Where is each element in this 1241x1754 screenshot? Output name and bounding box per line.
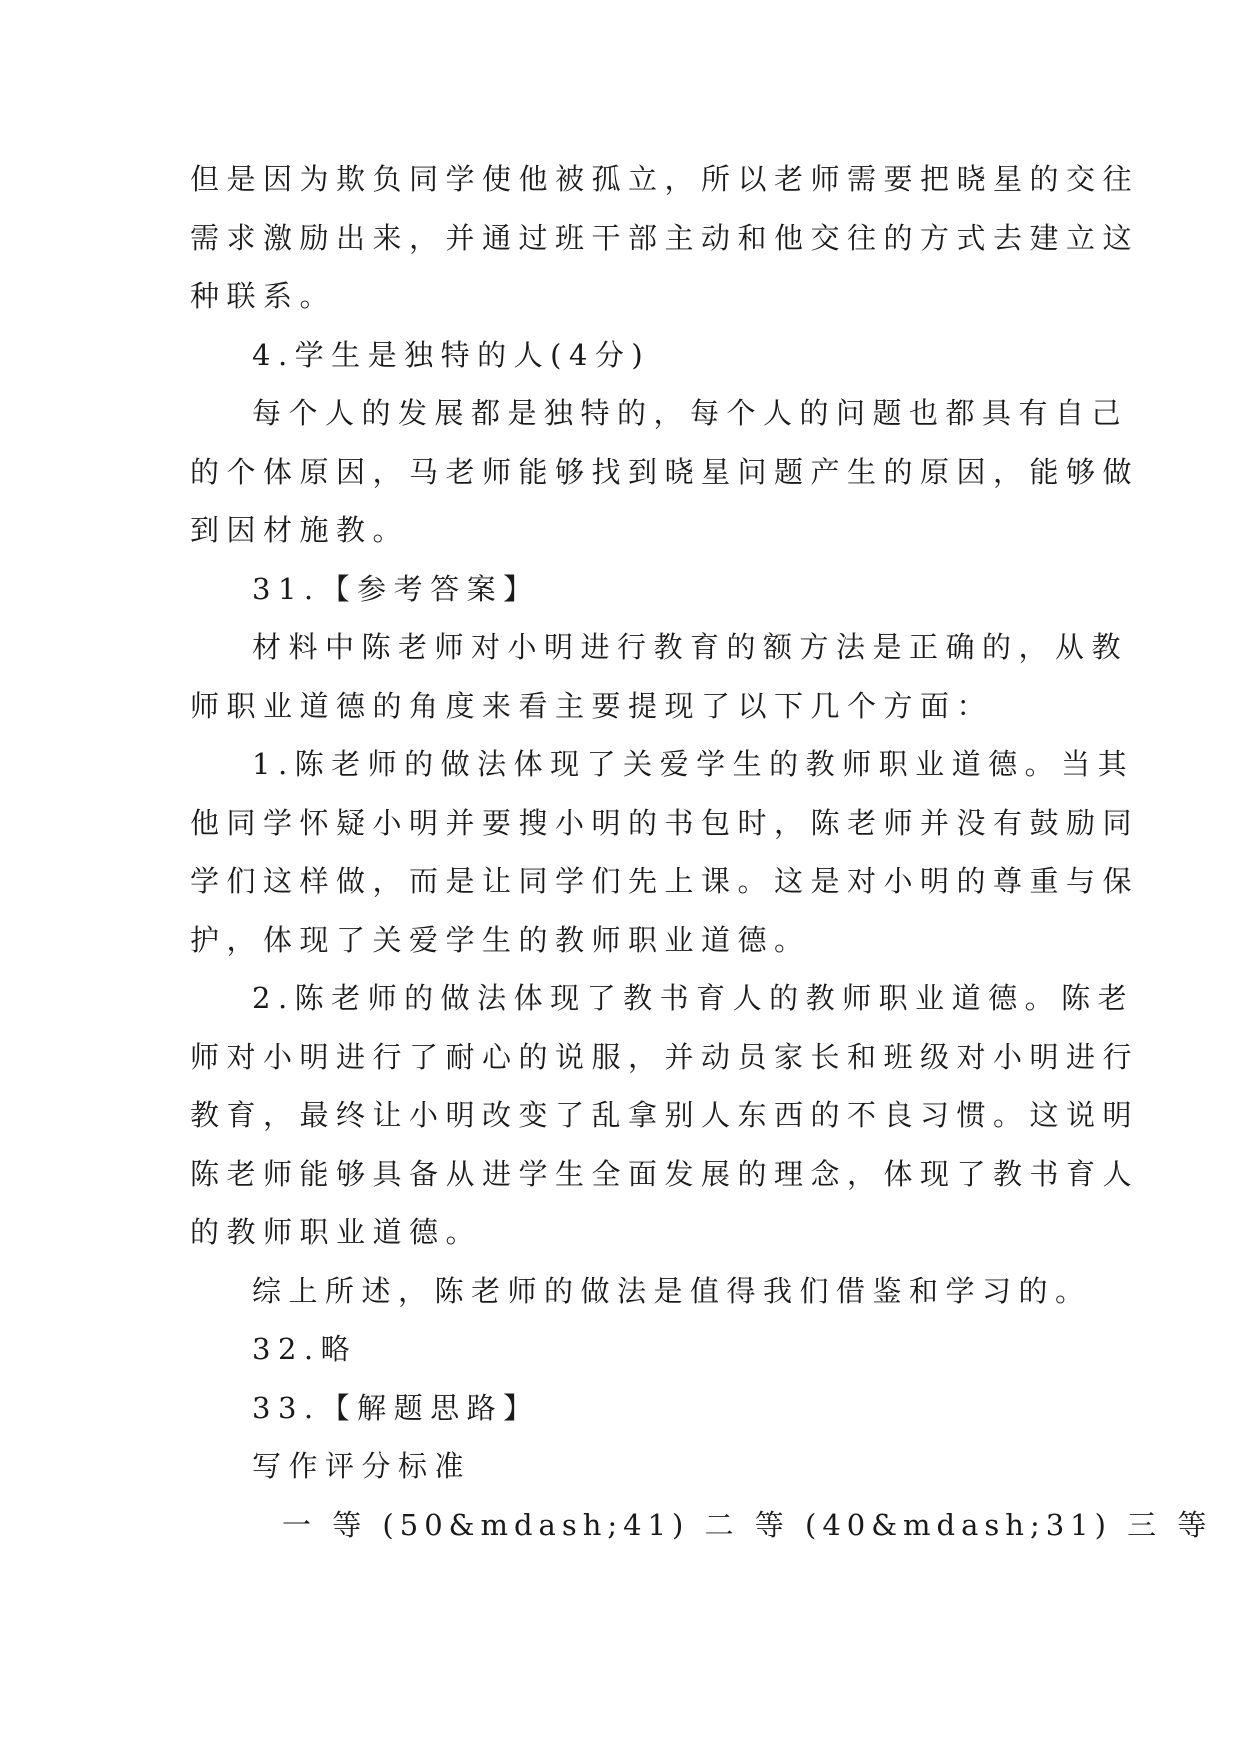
text-line: 需求激励出来，并通过班干部主动和他交往的方式去建立这 bbox=[190, 220, 1140, 255]
text-line: 陈老师能够具备从进学生全面发展的理念，体现了教书育人 bbox=[190, 1156, 1140, 1191]
text-line: 2.陈老师的做法体现了教书育人的教师职业道德。陈老 bbox=[252, 981, 1135, 1015]
section-heading: 4.学生是独特的人(4分) bbox=[252, 337, 651, 372]
text-line: 1.陈老师的做法体现了关爱学生的教师职业道德。当其 bbox=[252, 747, 1135, 781]
section-heading: 写作评分标准 bbox=[252, 1449, 472, 1483]
question-heading: 33.【解题思路】 bbox=[252, 1390, 540, 1425]
text-line: 师对小明进行了耐心的说服，并动员家长和班级对小明进行 bbox=[190, 1039, 1140, 1074]
text-line: 护，体现了关爱学生的教师职业道德。 bbox=[190, 922, 811, 957]
text-line: 的教师职业道德。 bbox=[190, 1215, 483, 1249]
document-body bbox=[190, 150, 1213, 1554]
question-heading: 32.略 bbox=[252, 1332, 358, 1366]
text-line: 学们这样做，而是让同学们先上课。这是对小明的尊重与保 bbox=[190, 864, 1140, 898]
text-line: 每个人的发展都是独特的，每个人的问题也都具有自己 bbox=[252, 396, 1129, 430]
text-line: 到因材施教。 bbox=[190, 513, 410, 547]
score-grades-line: 一 等 (50&mdash;41) 二 等 (40&mdash;31) 三 等 bbox=[282, 1507, 1213, 1542]
text-line: 种联系。 bbox=[190, 279, 337, 313]
text-line: 师职业道德的角度来看主要提现了以下几个方面： bbox=[190, 688, 994, 723]
text-line: 的个体原因，马老师能够找到晓星问题产生的原因，能够做 bbox=[190, 454, 1140, 489]
text-line: 综上所述，陈老师的做法是值得我们借鉴和学习的。 bbox=[252, 1273, 1092, 1308]
text-line: 他同学怀疑小明并要搜小明的书包时，陈老师并没有鼓励同 bbox=[190, 805, 1140, 840]
text-line: 教育，最终让小明改变了乱拿别人东西的不良习惯。这说明 bbox=[190, 1098, 1140, 1132]
text-line: 材料中陈老师对小明进行教育的额方法是正确的，从教 bbox=[252, 630, 1129, 664]
text-line: 但是因为欺负同学使他被孤立，所以老师需要把晓星的交往 bbox=[190, 162, 1140, 196]
question-heading: 31.【参考答案】 bbox=[252, 571, 540, 606]
